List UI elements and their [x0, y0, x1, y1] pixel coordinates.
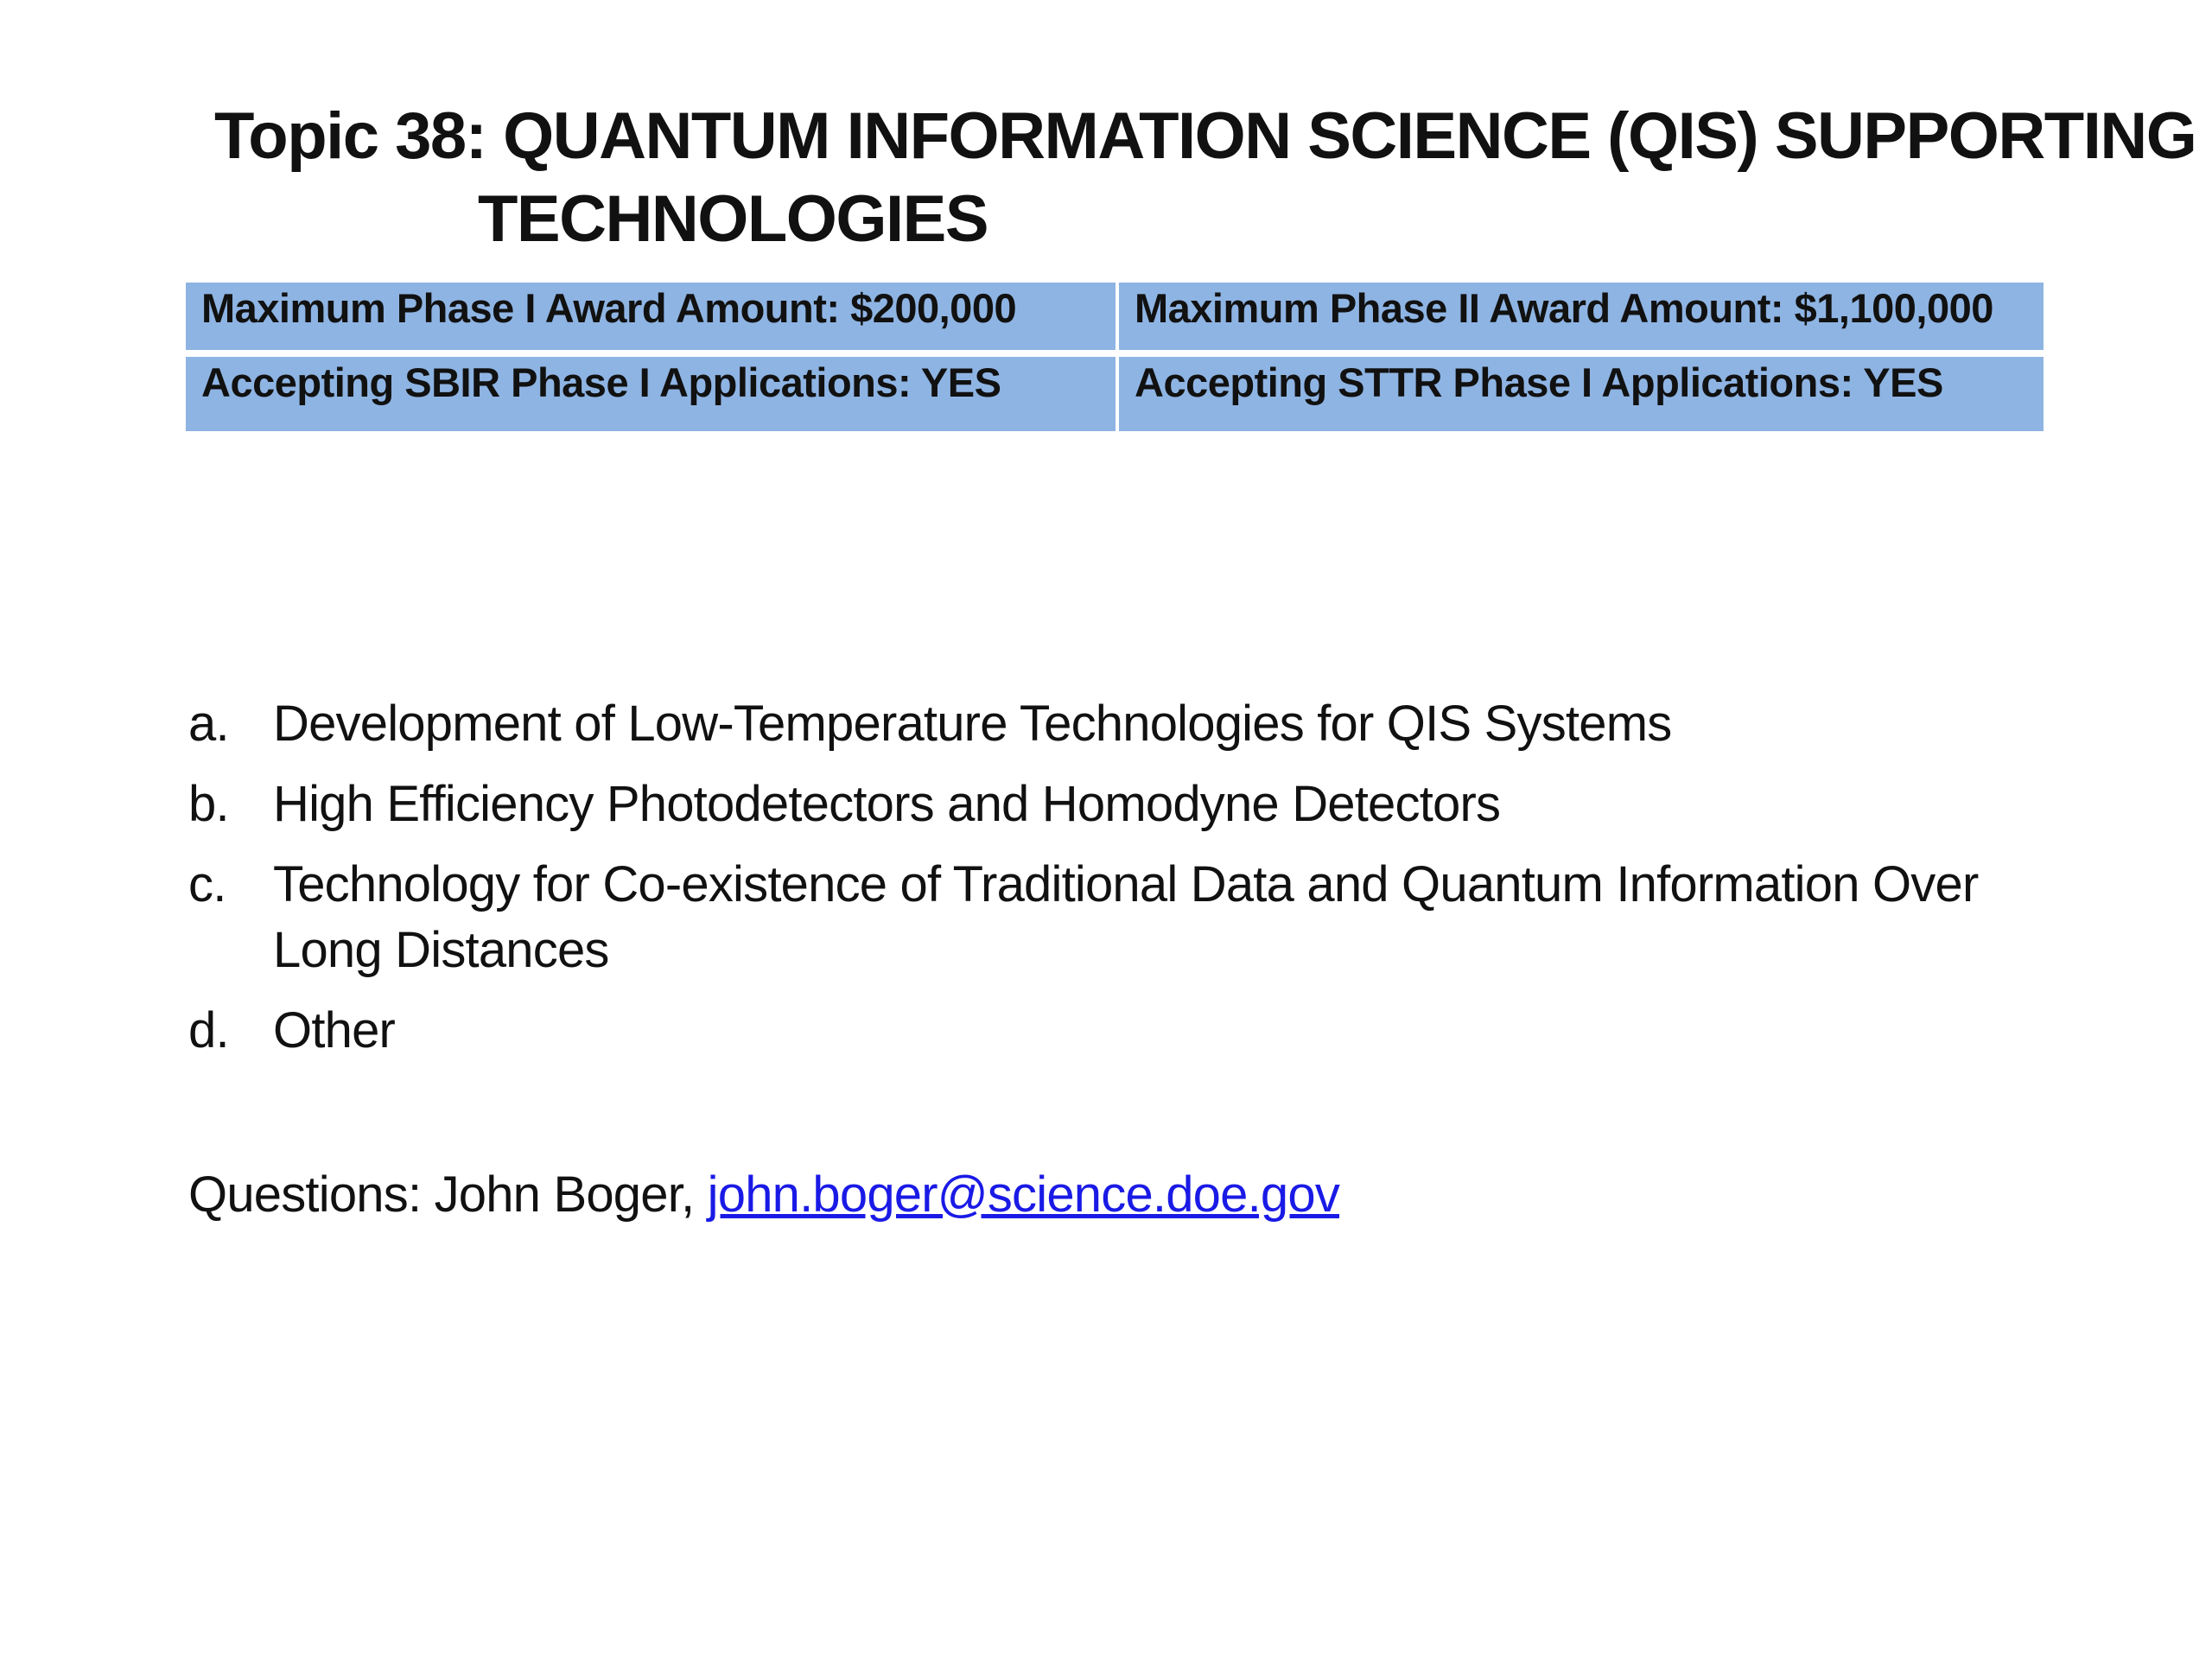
list-item [188, 998, 2089, 1064]
sbir-phase1-cell: Accepting SBIR Phase I Applications: YES [186, 357, 1119, 431]
list-item-text: High Efficiency Photodetectors and Homodyne Detectors [273, 776, 1501, 832]
questions-label: Questions: John Boger, [188, 1166, 708, 1223]
award-info-table [186, 283, 2044, 431]
max-phase2-award-cell: Maximum Phase II Award Amount: $1,100,000 [1119, 283, 2044, 357]
list-marker: b. [188, 776, 229, 832]
list-item-text: Other [273, 1002, 396, 1058]
questions-contact [188, 1162, 1339, 1228]
title-line-1: Topic 38: QUANTUM INFORMATION SCIENCE (QIS) SUPPORTING [214, 99, 2196, 173]
list-marker: d. [188, 1002, 229, 1058]
contact-email-link[interactable]: john.boger@science.doe.gov [707, 1166, 1340, 1223]
sttr-phase1-cell: Accepting STTR Phase I Applications: YES [1119, 357, 2044, 431]
table-row [186, 283, 2044, 357]
max-phase1-award-cell: Maximum Phase I Award Amount: $200,000 [186, 283, 1119, 357]
list-item [188, 691, 2089, 757]
page-title [214, 95, 2196, 261]
subtopic-list [188, 691, 2089, 1078]
table-row [186, 357, 2044, 431]
list-item [188, 772, 2089, 837]
list-item-text: Technology for Co-existence of Traditional Data and Quantum Information Over Long Distances [273, 856, 1979, 978]
list-marker: c. [188, 856, 226, 912]
list-marker: a. [188, 696, 229, 752]
list-item [188, 852, 2089, 983]
list-item-text: Development of Low-Temperature Technologies for QIS Systems [273, 696, 1672, 752]
title-line-2: TECHNOLOGIES [478, 182, 988, 256]
